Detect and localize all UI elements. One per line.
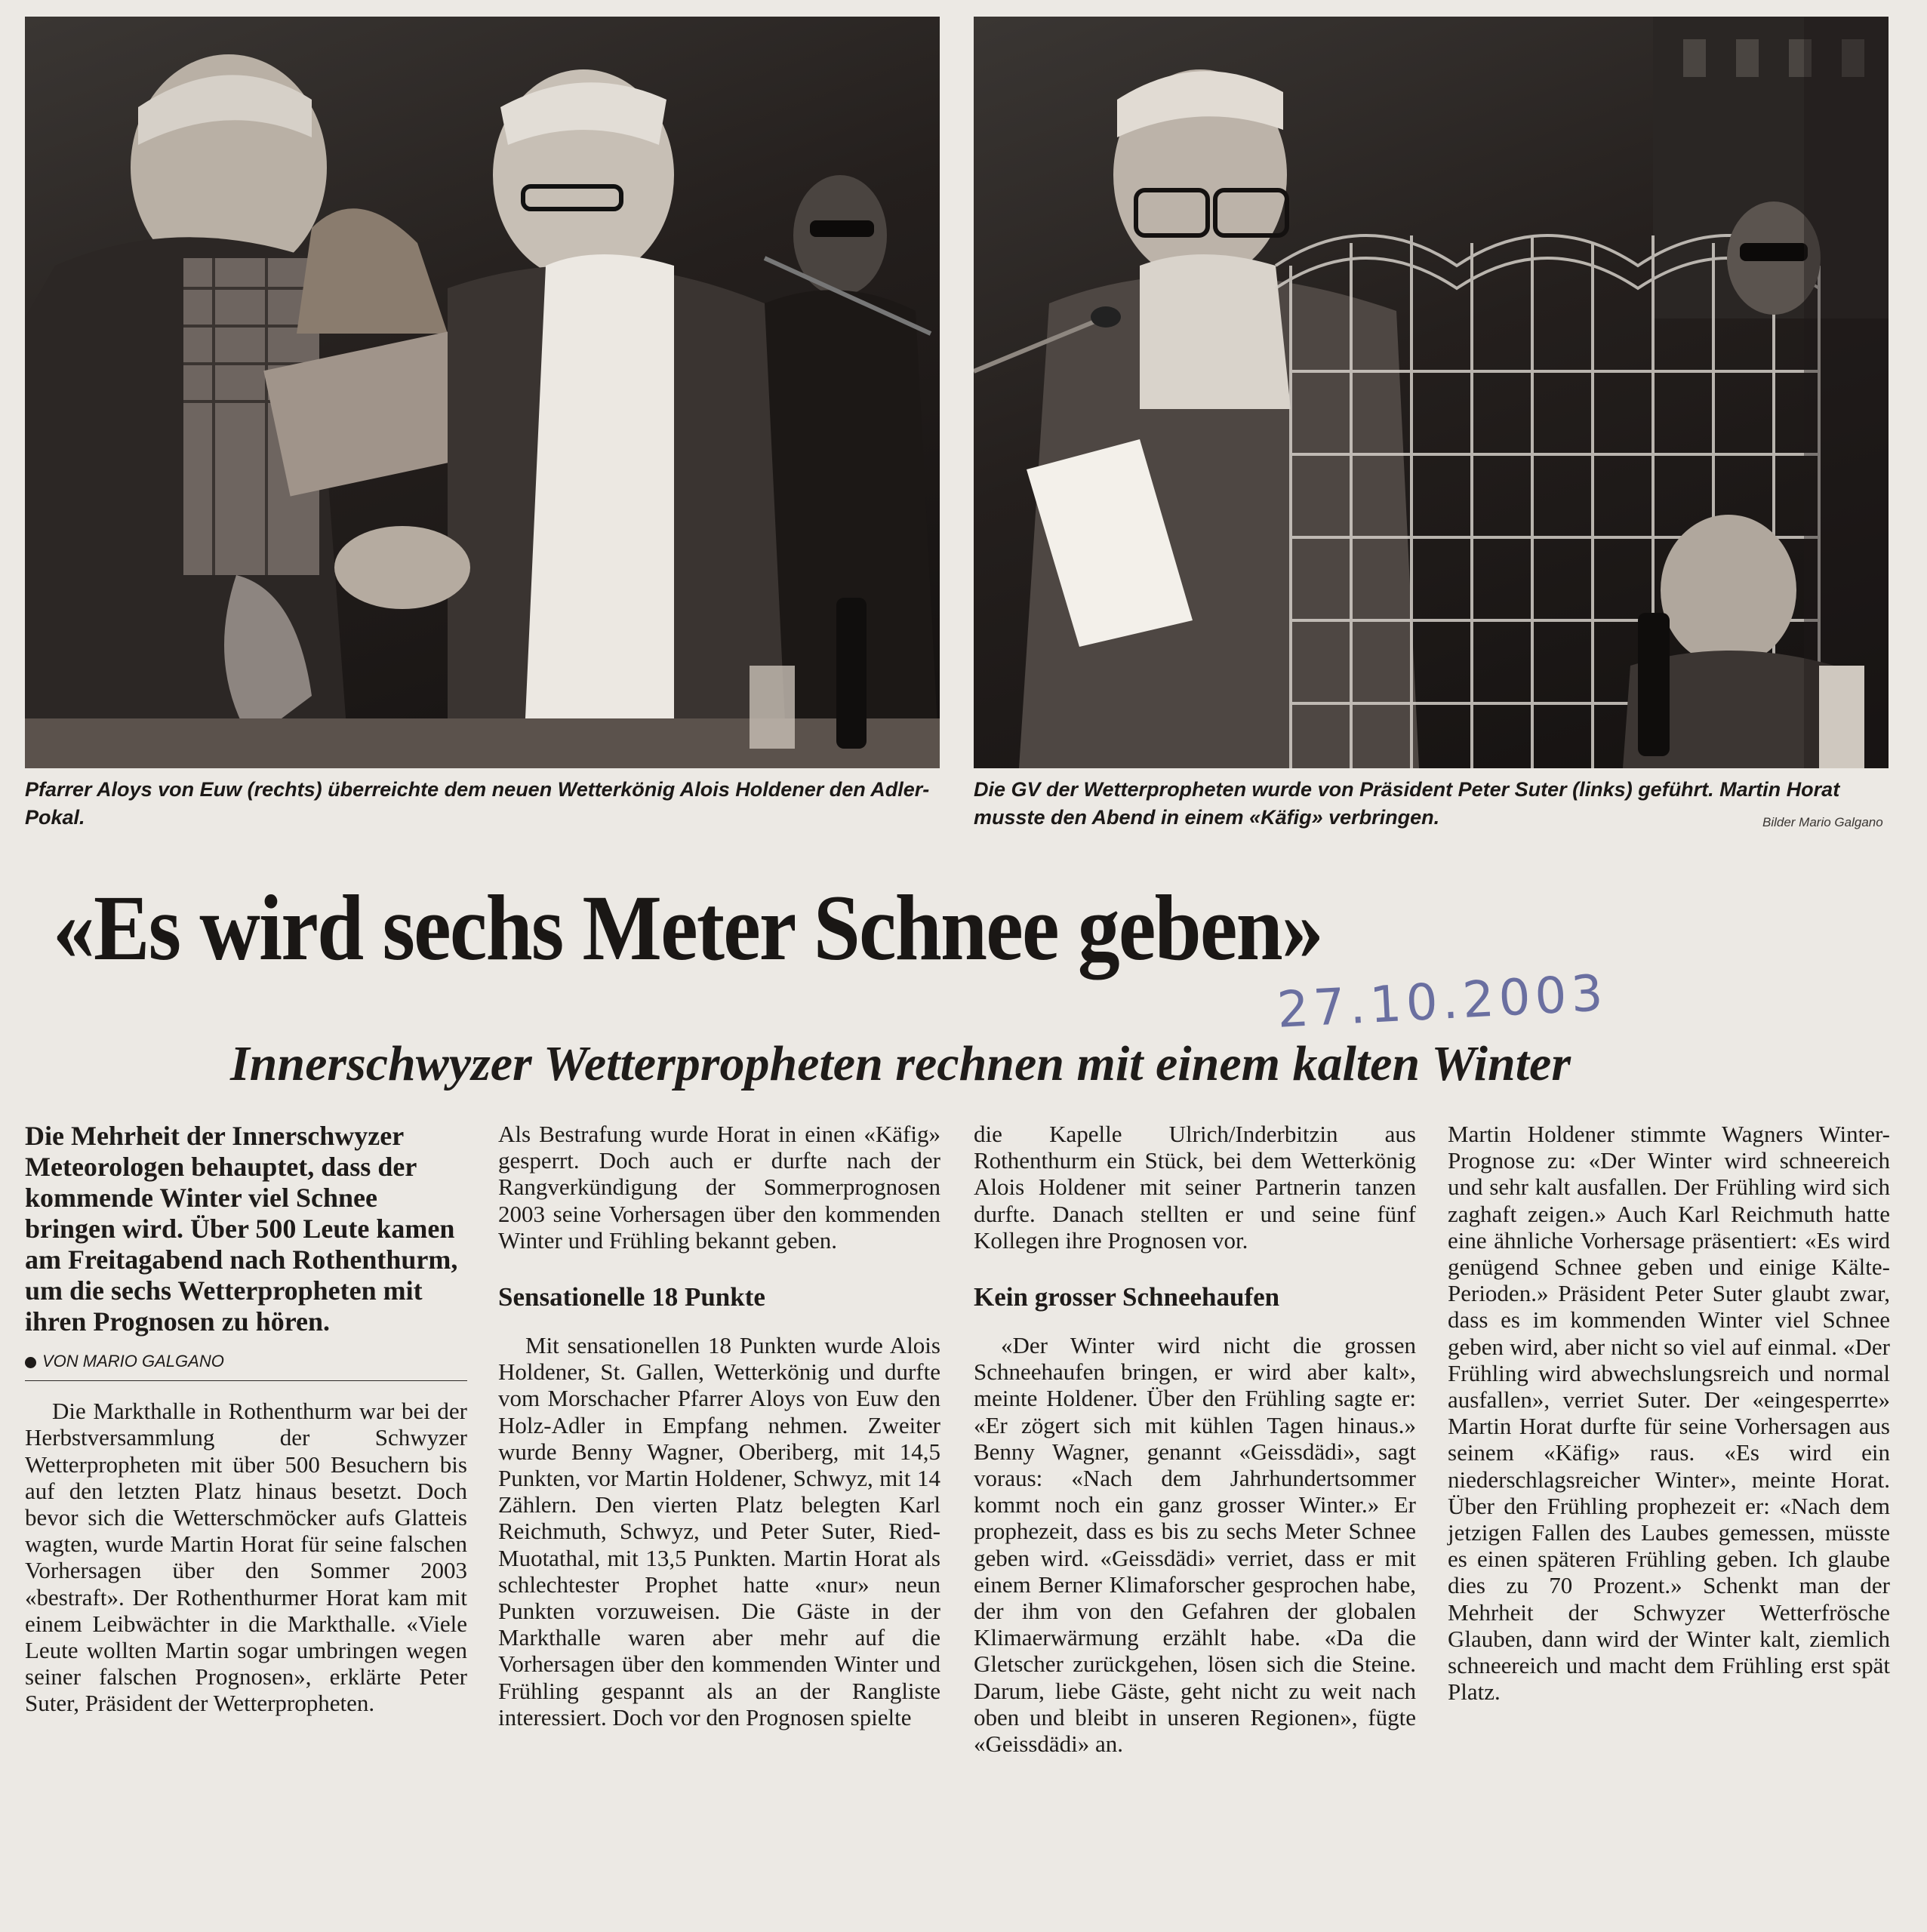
article-lead: Die Mehrheit der Innerschwyzer Meteorologen behauptet, dass der kommende Winter viel Schnee bringen wird. Über 500 Leute kamen am Freitagabend nach Rothenthurm, um die sechs Wetterpropheten mit ihren Prognosen zu hören. [25,1121,458,1337]
column-4-body: Martin Holdener stimmte Wagners Winter-Prognose zu: «Der Winter wird schneereich und sehr kalt ausfallen. Der Frühling wird sich zaghaft zeigen.» Auch Karl Reichmuth hatte eine ähnliche Vorhersage präsentiert: «Es wird genügend Schnee geben und einige Kälte-Perioden.» Präsident Peter Suter glaubt zwar, dass es im kommenden Winter viel Schnee geben wird, aber nicht so viel auf einmal. «Der Frühling wird abwechslungsreich und normal ausfallen», verriet Suter. Der «eingesperrte» Martin Horat durfte für seine Vorhersagen aus seinem «Käfig» raus. «Es wird ein niederschlagsreicher Winter», meinte Horat. Über den Frühling prophezeit er: «Nach dem jetzigen Fallen des Laubes gemessen, müsste es einen späteren Frühling geben. Ich glaube dies zu 70 Prozent.» Schenkt man der Mehrheit der Schwyzer Wetterfrösche Glauben, dann wird der Winter kalt, ziemlich schneereich und macht dem Frühling erst spät Platz. [1448,1121,1890,1706]
byline-author: VON MARIO GALGANO [42,1352,224,1371]
article-column-2 [498,1121,940,1730]
section-heading-points: Sensationelle 18 Punkte [498,1282,765,1312]
column-2-paragraph-1: Als Bestrafung wurde Horat in einen «Käfig» gesperrt. Doch auch er durfte nach der Rangverkündigung der Sommerprognosen 2003 seine Vorhersagen über den kommenden Winter und Frühling bekannt geben. [498,1121,940,1254]
article-subheadline: Innerschwyzer Wetterpropheten rechnen mit einem kalten Winter [230,1036,1571,1091]
article-byline [25,1348,467,1381]
bullet-icon [25,1357,36,1368]
photo-left-illustration [25,17,940,768]
column-2-paragraph-2: Mit sensationellen 18 Punkten wurde Alois Holdener, St. Gallen, Wetterkönig und durfte vom Morschacher Pfarrer Aloys von Euw den Holz-Adler in Empfang nehmen. Zweiter wurde Benny Wagner, Oberiberg, mit 14,5 Punkten, vor Martin Holdener, Schwyz, mit 14 Zählern. Den vierten Platz belegten Karl Reichmuth, Schwyz, und Peter Suter, Ried-Muotathal, mit 13,5 Punkten. Martin Horat als schlechtester Prophet hatte «nur» neun Punkten vorzuweisen. Die Gäste in der Markthalle waren aber mehr auf die Vorhersagen über den kommenden Winter und Frühling gespannt als an der Rangliste interessiert. Doch vor den Prognosen spielte [498,1332,940,1730]
article-column-4 [1448,1121,1890,1705]
photo-assembly-cage [974,17,1889,768]
photo-caption-right: Die GV der Wetterpropheten wurde von Präsident Peter Suter (links) geführt. Martin Horat musste den Abend in einem «Käfig» verbringen. [974,778,1840,829]
section-heading-snow: Kein grosser Schneehaufen [974,1282,1280,1312]
article-headline: «Es wird sechs Meter Schnee geben» [53,876,1322,980]
photo-credit: Bilder Mario Galgano [1762,815,1883,829]
photo-right-illustration [974,17,1889,768]
article-column-1 [25,1121,467,1717]
photo-award-handover [25,17,940,768]
photo-caption-left: Pfarrer Aloys von Euw (rechts) überreichte dem neuen Wetterkönig Alois Holdener den Adler-Pokal. [25,778,930,829]
handwritten-date: 27.10.2003 [1276,964,1609,1039]
column-1-body: Die Markthalle in Rothenthurm war bei der Herbstversammlung der Schwyzer Wetterpropheten mit über 500 Besuchern bis auf den letzten Platz hinaus besetzt. Doch bevor sich die Wetterschmöcker aufs Glatteis wagten, wurde Martin Horat für seine falschen Vorhersagen über den Sommer 2003 «bestraft». Der Rothenthurmer Horat kam mit einem Leibwächter in die Markthalle. «Viele Leute wollten Martin sogar umbringen wegen seiner falschen Prognosen», erklärte Peter Suter, Präsident der Wetterpropheten. [25,1398,467,1717]
column-3-paragraph-2: «Der Winter wird nicht die grossen Schneehaufen bringen, er wird aber kalt», meinte Holdener. Über den Frühling sagte er: «Er zögert sich mit kühlen Tagen hinaus.» Benny Wagner, genannt «Geissdädi», sagt voraus: «Nach dem Jahrhundertsommer kommt noch ein ganz grosser Winter.» Er prophezeit, dass es bis zu sechs Meter Schnee geben wird. «Geissdädi» verriet, dass er mit einem Berner Klimaforscher gesprochen habe, der ihm von den Gefahren der globalen Klimaerwärmung erzählt habe. «Da die Gletscher zurückgehen, lösen sich die Steine. Darum, liebe Gäste, geht nicht zu weit nach oben und bleibt in unseren Regionen», fügte «Geissdädi» an. [974,1332,1416,1758]
column-3-paragraph-1: die Kapelle Ulrich/Inderbitzin aus Rothenthurm ein Stück, bei dem Wetterkönig Alois Holdener mit seiner Partnerin tanzen durfte. Danach stellten er und seine fünf Kollegen ihre Prognosen vor. [974,1121,1416,1254]
article-column-3 [974,1121,1416,1757]
